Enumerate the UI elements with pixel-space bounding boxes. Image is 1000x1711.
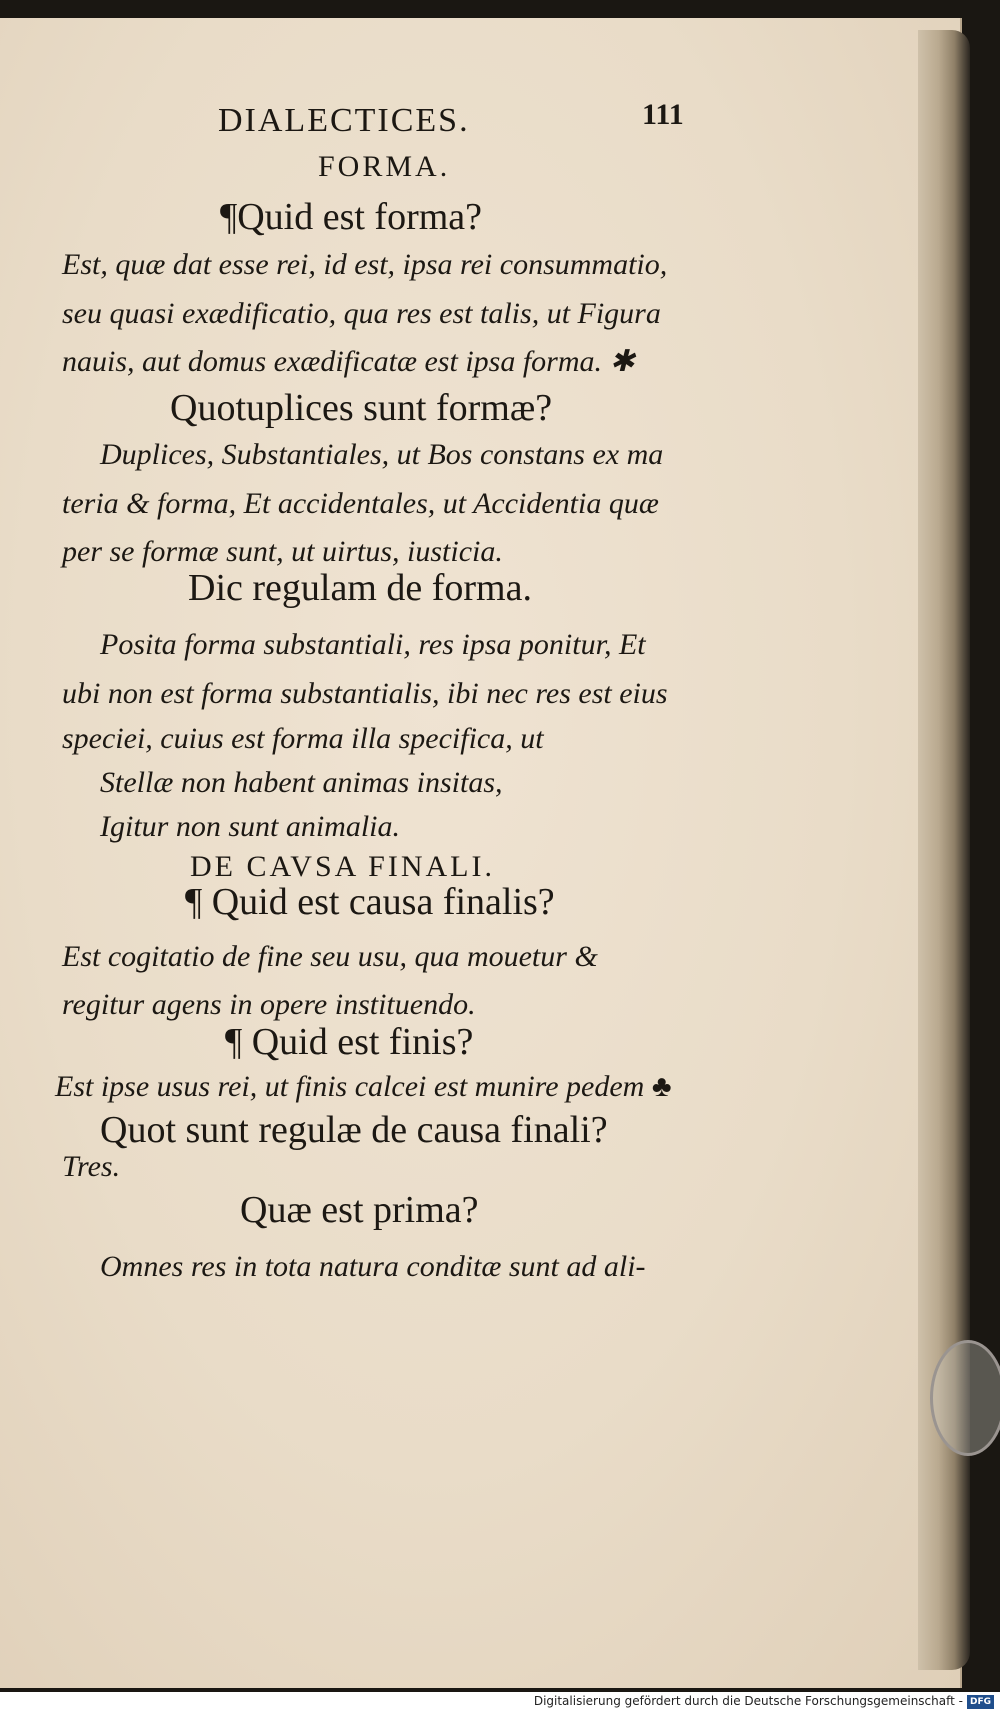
- question-line: Quæ est prima?: [240, 1189, 479, 1231]
- answer-line: Stellæ non habent animas insitas,: [100, 766, 503, 799]
- question-line: Dic regulam de forma.: [188, 567, 532, 609]
- answer-line: Tres.: [62, 1150, 121, 1183]
- answer-line: regitur agens in opere instituendo.: [62, 988, 476, 1021]
- answer-line: seu quasi exædificatio, qua res est talis, ut Figura: [62, 297, 661, 330]
- answer-line: teria & forma, Et accidentales, ut Accidentia quæ: [62, 487, 659, 520]
- answer-line: Omnes res in tota natura conditæ sunt ad ali-: [100, 1250, 646, 1283]
- footer-bar: [0, 1692, 1000, 1711]
- question-line: Quot sunt regulæ de causa finali?: [100, 1109, 608, 1151]
- section-heading: FORMA.: [318, 150, 451, 183]
- running-title: DIALECTICES.: [218, 102, 470, 139]
- question-line: ¶Quid est forma?: [220, 196, 483, 238]
- answer-line: per se formæ sunt, ut uirtus, iusticia.: [62, 535, 503, 568]
- question-line: ¶ Quid est finis?: [225, 1021, 474, 1063]
- answer-line: Est ipse usus rei, ut finis calcei est munire pedem ♣: [55, 1070, 672, 1103]
- answer-line: Est cogitatio de fine seu usu, qua mouetur &: [62, 940, 598, 973]
- answer-line: ubi non est forma substantialis, ibi nec res est eius: [62, 677, 668, 710]
- answer-line: Igitur non sunt animalia.: [100, 810, 401, 843]
- folio-number: 111: [642, 98, 684, 131]
- question-line: ¶ Quid est causa finalis?: [185, 881, 555, 923]
- footer-credit: Digitalisierung gefördert durch die Deutsche Forschungsgemeinschaft -: [533, 1694, 963, 1708]
- dfg-logo: DFG: [967, 1695, 994, 1709]
- question-line: Quotuplices sunt formæ?: [170, 387, 553, 429]
- section-heading: DE CAVSA FINALI.: [190, 850, 495, 883]
- answer-line: Duplices, Substantiales, ut Bos constans ex ma: [100, 438, 664, 471]
- answer-line: nauis, aut domus exædificatæ est ipsa forma. ✱: [62, 345, 635, 378]
- answer-line: Posita forma substantiali, res ipsa ponitur, Et: [100, 628, 646, 661]
- answer-line: Est, quæ dat esse rei, id est, ipsa rei consummatio,: [62, 248, 668, 281]
- page-clip: [930, 1340, 1000, 1456]
- answer-line: speciei, cuius est forma illa specifica, ut: [62, 722, 544, 755]
